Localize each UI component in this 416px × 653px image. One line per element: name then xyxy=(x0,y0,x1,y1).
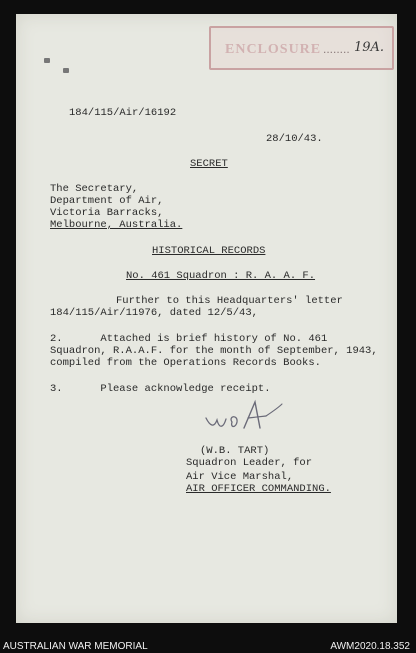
enclosure-stamp xyxy=(209,26,394,70)
paragraph-2-line: 2. Attached is brief history of No. 461 xyxy=(50,333,328,345)
paragraph-1-line: Further to this Headquarters' letter xyxy=(116,295,343,307)
handwritten-signature xyxy=(200,398,290,440)
addressee-line: Melbourne, Australia. xyxy=(50,219,183,231)
punch-hole-mark xyxy=(63,68,69,73)
letter-date: 28/10/43. xyxy=(266,133,323,145)
addressee-line: Department of Air, xyxy=(50,195,164,207)
classification: SECRET xyxy=(190,158,228,170)
addressee-line: The Secretary, xyxy=(50,183,139,195)
footer-institution: AUSTRALIAN WAR MEMORIAL xyxy=(3,641,148,652)
punch-hole-mark xyxy=(44,58,50,63)
paragraph-2-line: Squadron, R.A.A.F. for the month of September, 1943, xyxy=(50,345,378,357)
paragraph-1-line: 184/115/Air/11976, dated 12/5/43, xyxy=(50,307,258,319)
paragraph-3: 3. Please acknowledge receipt. xyxy=(50,383,271,395)
enclosure-number: 19A. xyxy=(354,40,385,55)
signatory-name: (W.B. TART) xyxy=(200,445,270,457)
signatory-title: AIR OFFICER COMMANDING. xyxy=(186,483,331,495)
enclosure-stamp-label: ENCLOSURE xyxy=(225,42,322,57)
file-reference: 184/115/Air/16192 xyxy=(69,107,177,119)
document-subheading: No. 461 Squadron : R. A. A. F. xyxy=(126,270,316,282)
signatory-title: Air Vice Marshal, xyxy=(186,471,294,483)
signatory-title: Squadron Leader, for xyxy=(186,457,313,469)
footer-reference: AWM2020.18.352 xyxy=(330,641,410,652)
enclosure-stamp-dots: ........ xyxy=(323,42,350,56)
document-heading: HISTORICAL RECORDS xyxy=(152,245,266,257)
addressee-line: Victoria Barracks, xyxy=(50,207,164,219)
paragraph-2-line: compiled from the Operations Records Books. xyxy=(50,357,321,369)
